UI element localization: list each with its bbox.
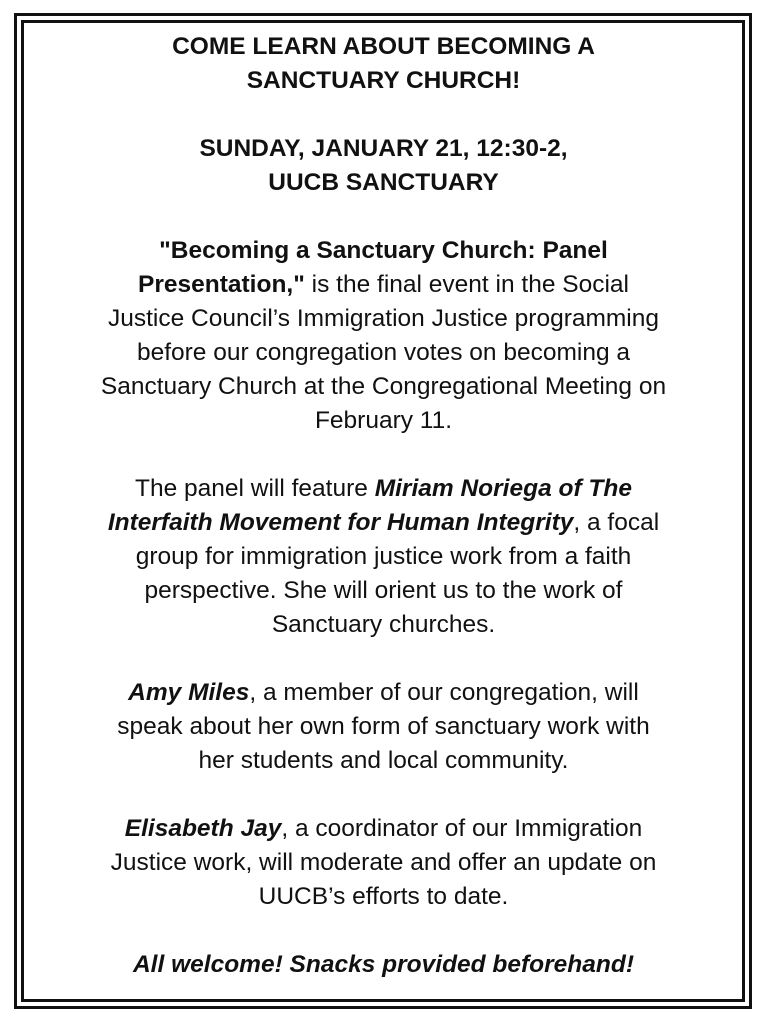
amy-paragraph — [28, 676, 739, 778]
location-line: UUCB SANCTUARY — [268, 169, 499, 196]
speaker-miriam-part-1: Miriam Noriega of The — [374, 475, 632, 502]
flyer-title — [28, 30, 739, 98]
panel-line-3: group for immigration justice work from a faith — [135, 543, 632, 570]
panel-line-1-text: The panel will feature — [135, 475, 375, 502]
intro-line-3: Justice Council’s Immigration Justice programming — [108, 305, 659, 332]
amy-line-2: speak about her own form of sanctuary work with — [117, 713, 650, 740]
event-title-part-2: Presentation," — [138, 271, 305, 298]
speaker-miriam-part-2: Interfaith Movement for Human Integrity — [107, 509, 574, 536]
title-line-1: COME LEARN ABOUT BECOMING A — [172, 33, 595, 60]
intro-line-5: Sanctuary Church at the Congregational Meeting on — [100, 373, 667, 400]
elisabeth-line-1-text: , a coordinator of our Immigration — [281, 815, 643, 842]
elisabeth-paragraph — [28, 812, 739, 914]
flyer-content — [28, 30, 739, 982]
amy-line-1-text: , a member of our congregation, will — [249, 679, 639, 706]
panel-line-2-text: , a focal — [573, 509, 660, 536]
speaker-amy-name: Amy Miles — [128, 679, 250, 706]
panel-line-5: Sanctuary churches. — [271, 611, 496, 638]
intro-paragraph — [28, 234, 739, 438]
title-line-2: SANCTUARY CHURCH! — [246, 67, 521, 94]
intro-line-6: February 11. — [314, 407, 453, 434]
elisabeth-line-3: UUCB’s efforts to date. — [258, 883, 509, 910]
intro-line-4: before our congregation votes on becoming a — [136, 339, 631, 366]
amy-line-3: her students and local community. — [198, 747, 569, 774]
panel-line-4: perspective. She will orient us to the work of — [144, 577, 623, 604]
closing-paragraph — [28, 948, 739, 982]
date-time-line: SUNDAY, JANUARY 21, 12:30-2, — [199, 135, 568, 162]
intro-line-2-text: is the final event in the Social — [304, 271, 629, 298]
event-title-part-1: "Becoming a Sanctuary Church: Panel — [159, 237, 608, 264]
panel-paragraph — [28, 472, 739, 642]
elisabeth-line-2: Justice work, will moderate and offer an update on — [110, 849, 657, 876]
closing-line: All welcome! Snacks provided beforehand! — [132, 951, 634, 978]
speaker-elisabeth-name: Elisabeth Jay — [124, 815, 282, 842]
event-date-location — [28, 132, 739, 200]
